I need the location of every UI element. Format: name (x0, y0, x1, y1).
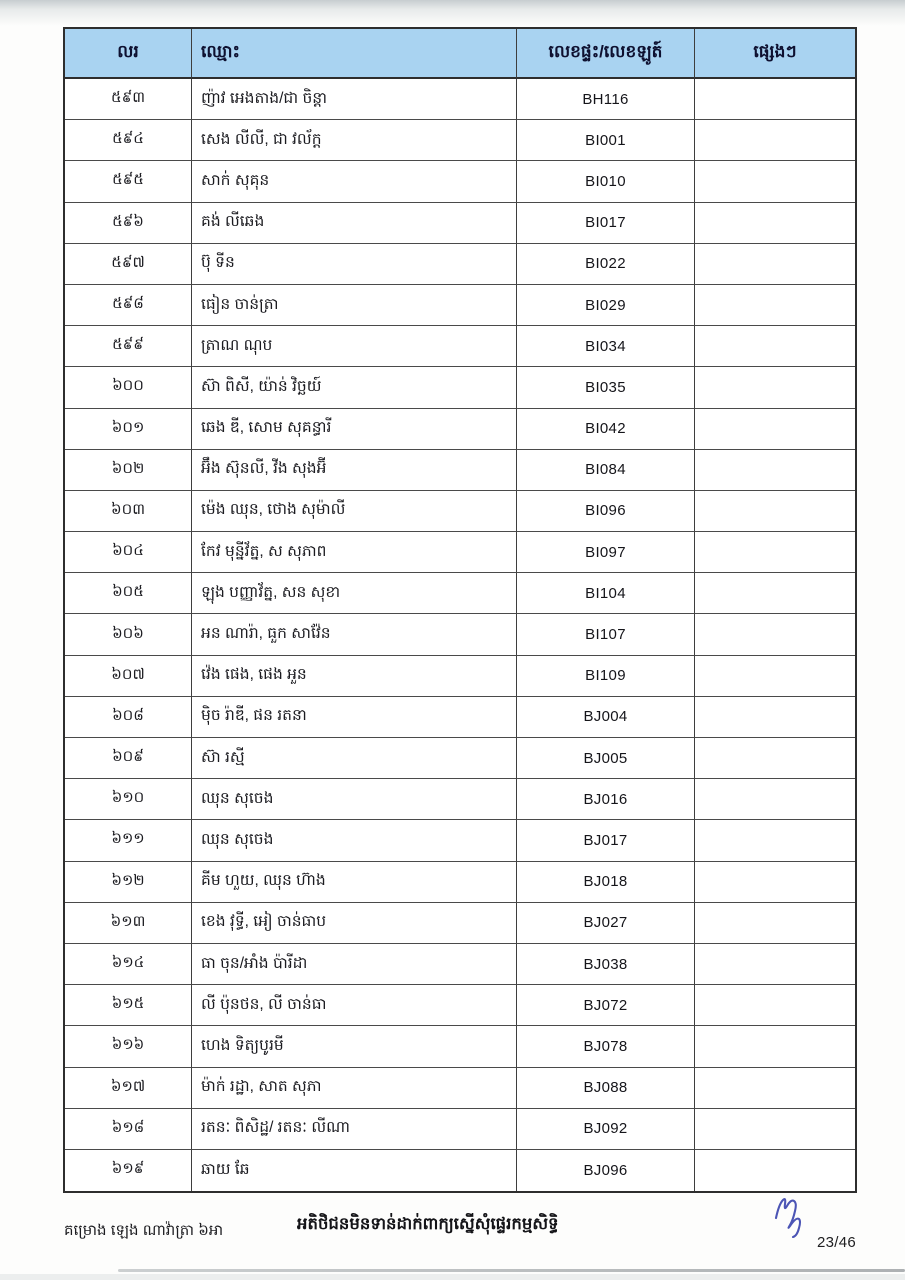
cell-name: អន ណារ៉ា, ធួក សាវ៉ែន (192, 614, 517, 655)
table-row (65, 573, 855, 614)
cell-name: ឆេង ឌី, សោម សុគន្ធារី (192, 409, 517, 450)
cell-other (695, 244, 855, 285)
table-row (65, 1109, 855, 1150)
cell-name: សេង លីលី, ជា វល័ក្ត (192, 120, 517, 161)
table-row (65, 1150, 855, 1191)
cell-no: ៦០៧ (65, 656, 192, 697)
cell-no: ៦១៥ (65, 985, 192, 1026)
cell-no: ៦០៦ (65, 614, 192, 655)
cell-code: BI017 (517, 203, 695, 244)
cell-code: BJ017 (517, 820, 695, 861)
cell-other (695, 738, 855, 779)
table-row (65, 367, 855, 408)
cell-other (695, 450, 855, 491)
cell-name: លី ប៉ុនថន, លី ចាន់ធា (192, 985, 517, 1026)
cell-no: ៥៩៩ (65, 326, 192, 367)
cell-name: គីម ហួយ, ឈុន ហ៊ាង (192, 862, 517, 903)
cell-other (695, 1109, 855, 1150)
cell-other (695, 1068, 855, 1109)
cell-code: BI042 (517, 409, 695, 450)
cell-name: ឈុន សុចេង (192, 820, 517, 861)
cell-no: ៦០៩ (65, 738, 192, 779)
cell-name: ឆាយ ឆែ (192, 1150, 517, 1191)
cell-name: ខេង វុទ្ធី, អៀ ចាន់ធាប (192, 903, 517, 944)
cell-other (695, 409, 855, 450)
cell-other (695, 820, 855, 861)
cell-code: BI096 (517, 491, 695, 532)
table-row (65, 656, 855, 697)
table-row (65, 491, 855, 532)
cell-name: ឈុន សុចេង (192, 779, 517, 820)
cell-code: BI029 (517, 285, 695, 326)
table-row (65, 79, 855, 120)
cell-name: កែវ មុន្នីវ័ត្ន, ស សុភាព (192, 532, 517, 573)
cell-code: BH116 (517, 79, 695, 120)
cell-no: ៦១៨ (65, 1109, 192, 1150)
cell-no: ៦១៩ (65, 1150, 192, 1191)
cell-name: ហេង ទិត្យបូរមី (192, 1026, 517, 1067)
cell-code: BI097 (517, 532, 695, 573)
scan-edge-bottom-line (118, 1269, 905, 1272)
table-row (65, 532, 855, 573)
table-row (65, 203, 855, 244)
cell-no: ៦០៨ (65, 697, 192, 738)
cell-code: BJ072 (517, 985, 695, 1026)
cell-other (695, 779, 855, 820)
cell-no: ៦១៣ (65, 903, 192, 944)
cell-other (695, 1026, 855, 1067)
table-header-row (65, 29, 855, 79)
cell-code: BJ078 (517, 1026, 695, 1067)
page-number: 23/46 (817, 1234, 857, 1251)
cell-name: ម៉ិច រ៉ាឌី, ផន រតនា (192, 697, 517, 738)
cell-code: BI001 (517, 120, 695, 161)
cell-code: BI035 (517, 367, 695, 408)
cell-code: BJ088 (517, 1068, 695, 1109)
cell-code: BJ096 (517, 1150, 695, 1191)
cell-code: BI107 (517, 614, 695, 655)
table-row (65, 697, 855, 738)
col-header-no: លរ (65, 29, 192, 79)
cell-other (695, 862, 855, 903)
handwritten-initials-ink (770, 1192, 812, 1238)
cell-no: ៦០៣ (65, 491, 192, 532)
cell-name: គង់ លីឆេង (192, 203, 517, 244)
table-row (65, 614, 855, 655)
col-header-name: ឈ្មោះ (192, 29, 517, 79)
cell-no: ៦១២ (65, 862, 192, 903)
table-row (65, 903, 855, 944)
cell-other (695, 656, 855, 697)
table-row (65, 120, 855, 161)
cell-other (695, 326, 855, 367)
col-header-other: ផ្សេងៗ (695, 29, 855, 79)
table-body (65, 79, 855, 1191)
cell-code: BJ016 (517, 779, 695, 820)
cell-name: វ៉េង ផេង, ផេង អួន (192, 656, 517, 697)
cell-other (695, 697, 855, 738)
scan-edge-bottom-fade (0, 1274, 905, 1280)
table-row (65, 738, 855, 779)
cell-no: ៦១០ (65, 779, 192, 820)
table-row (65, 409, 855, 450)
cell-other (695, 1150, 855, 1191)
cell-no: ៥៩៤ (65, 120, 192, 161)
cell-code: BI010 (517, 161, 695, 202)
resident-register-table (63, 27, 857, 1193)
cell-name: អ៊ឹង ស៊ុនលី, វីង សុងអ៊ី (192, 450, 517, 491)
table-row (65, 820, 855, 861)
cell-no: ៦០៥ (65, 573, 192, 614)
cell-no: ៥៩៥ (65, 161, 192, 202)
table-row (65, 244, 855, 285)
cell-no: ៦១១ (65, 820, 192, 861)
cell-code: BI104 (517, 573, 695, 614)
footer-note: អតិថិជនមិនទាន់ដាក់ពាក្យស្នើសុំផ្ទេរកម្មសិទ្ធិ (297, 1215, 559, 1233)
cell-no: ៦០៤ (65, 532, 192, 573)
cell-other (695, 203, 855, 244)
cell-code: BI109 (517, 656, 695, 697)
cell-code: BJ038 (517, 944, 695, 985)
cell-other (695, 944, 855, 985)
cell-code: BJ018 (517, 862, 695, 903)
cell-other (695, 903, 855, 944)
cell-no: ៦០១ (65, 409, 192, 450)
table-row (65, 450, 855, 491)
cell-no: ៦១៦ (65, 1026, 192, 1067)
cell-name: ធៀន ចាន់ត្រា (192, 285, 517, 326)
cell-no: ៥៩៦ (65, 203, 192, 244)
cell-name: រតនៈ ពិសិដ្ឋ/ រតនៈ លីណា (192, 1109, 517, 1150)
col-header-house-lot-number: លេខផ្ទះ/លេខឡូត៍ (517, 29, 695, 79)
cell-other (695, 367, 855, 408)
cell-no: ៦១៤ (65, 944, 192, 985)
table-row (65, 161, 855, 202)
cell-other (695, 985, 855, 1026)
cell-code: BJ004 (517, 697, 695, 738)
cell-other (695, 285, 855, 326)
cell-other (695, 614, 855, 655)
cell-name: សាក់ សុគុន (192, 161, 517, 202)
cell-name: ម៉េង ឈុន, ថោង សុម៉ាលី (192, 491, 517, 532)
cell-name: ញ៉ាវ អេងតាង/ជា ចិន្តា (192, 79, 517, 120)
cell-name: ម៉ាក់ រដ្ឋា, សាត សុភា (192, 1068, 517, 1109)
table-row (65, 944, 855, 985)
cell-no: ៥៩៣ (65, 79, 192, 120)
cell-other (695, 79, 855, 120)
table-row (65, 326, 855, 367)
cell-other (695, 161, 855, 202)
cell-name: ប៊ុ ទីន (192, 244, 517, 285)
scan-edge-top (0, 0, 905, 26)
cell-name: ធា ចុន/អាំង ប៉ារីដា (192, 944, 517, 985)
cell-no: ៦០២ (65, 450, 192, 491)
ink-stroke (776, 1199, 800, 1237)
table-row (65, 985, 855, 1026)
cell-code: BI034 (517, 326, 695, 367)
footer-project-label: គម្រោង ឡេង ណាវ៉ាត្រា ៦អា (64, 1222, 224, 1239)
cell-other (695, 491, 855, 532)
cell-no: ៥៩៨ (65, 285, 192, 326)
cell-code: BI084 (517, 450, 695, 491)
cell-other (695, 120, 855, 161)
cell-other (695, 573, 855, 614)
cell-no: ៦១៧ (65, 1068, 192, 1109)
table-row (65, 1026, 855, 1067)
table-row (65, 862, 855, 903)
cell-code: BI022 (517, 244, 695, 285)
cell-name: ស៊ា ពិសី, យ៉ាន់ វិច្ឆយ៍ (192, 367, 517, 408)
table-row (65, 285, 855, 326)
table-row (65, 779, 855, 820)
cell-name: ត្រាណ ណុប (192, 326, 517, 367)
cell-no: ៥៩៧ (65, 244, 192, 285)
cell-name: ស៊ា រស្មី (192, 738, 517, 779)
cell-code: BJ092 (517, 1109, 695, 1150)
cell-code: BJ005 (517, 738, 695, 779)
cell-name: ឡុង បញ្ញាវ័ត្ន, សន សុខា (192, 573, 517, 614)
cell-no: ៦០០ (65, 367, 192, 408)
cell-code: BJ027 (517, 903, 695, 944)
table-row (65, 1068, 855, 1109)
cell-other (695, 532, 855, 573)
